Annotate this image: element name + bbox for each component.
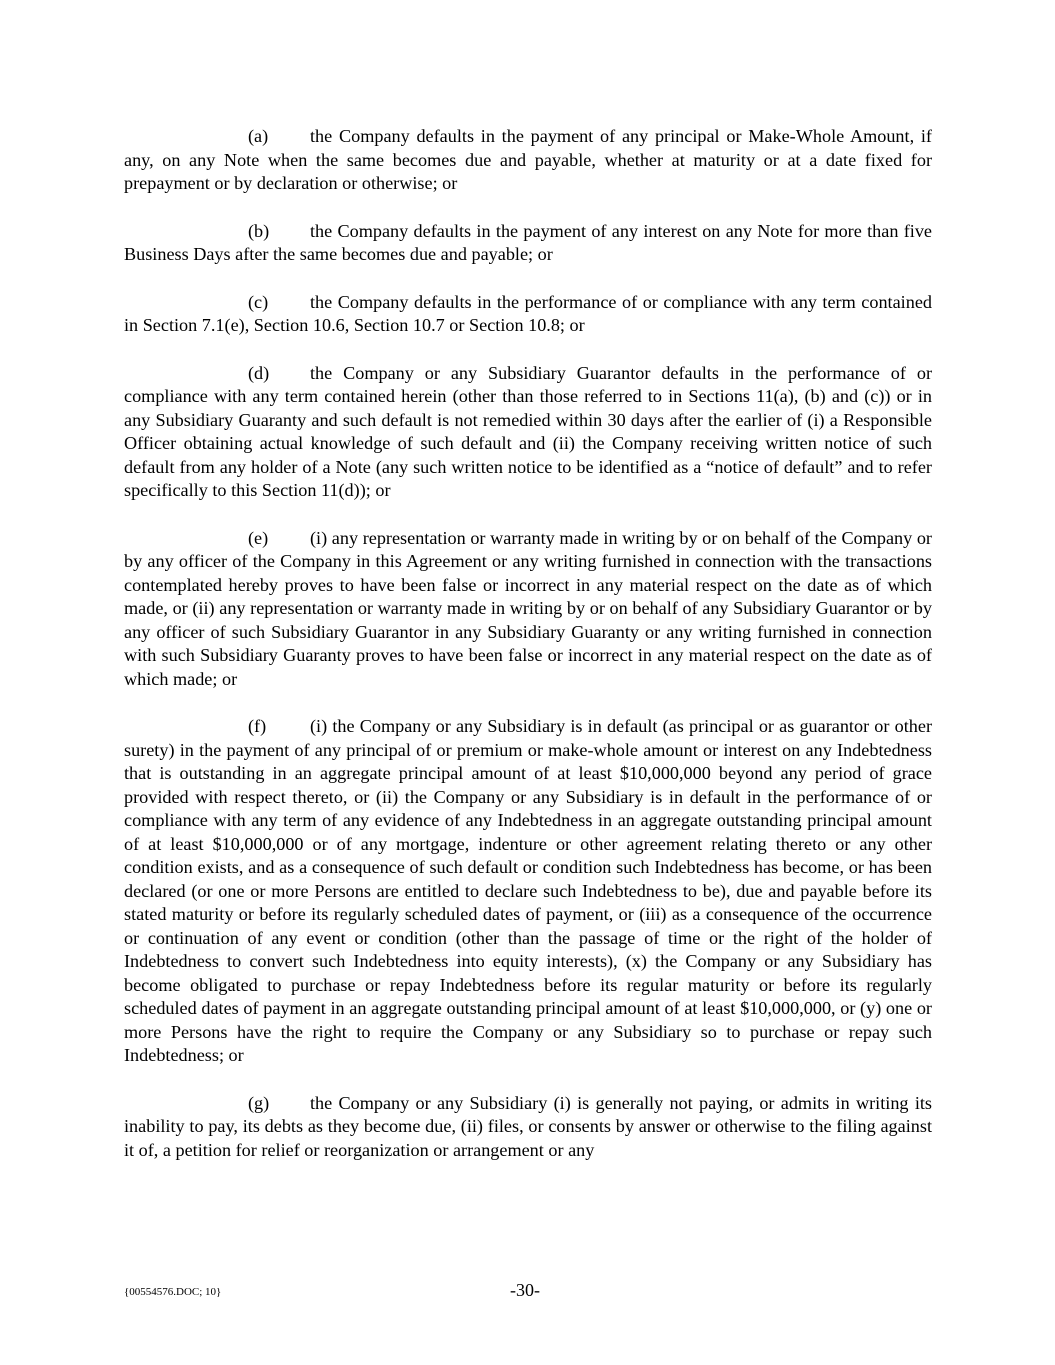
document-body <box>124 125 932 1186</box>
paragraph-text: the Company defaults in the payment of any principal or Make-Whole Amount, if any, on any Note when the same becomes due and payable, whether at maturity or at a date fixed for prepayment or by declaration or otherwise; or <box>124 126 932 193</box>
paragraph-label: (a) <box>248 126 269 146</box>
paragraph-text: the Company defaults in the payment of any interest on any Note for more than five Business Days after the same becomes due and payable; or <box>124 220 932 264</box>
paragraph-text: (i) any representation or warranty made in writing by or on behalf of the Company or by any officer of the Company in this Agreement or any writing furnished in connection with the transactions contemplated hereby proves to have been false or incorrect in any material respect on the date as of which made, or (ii) any representation or warranty made in writing by or on behalf of any Subsidiary Guarantor or by any officer of such Subsidiary Guarantor in any Subsidiary Guaranty or any writing furnished in connection with such Subsidiary Guaranty proves to have been false or incorrect in any material respect on the date as of which made; or <box>124 527 932 689</box>
paragraph-b <box>124 220 932 267</box>
paragraph-text: the Company or any Subsidiary Guarantor defaults in the performance of or compliance with any term contained herein (other than those referred to in Sections 11(a), (b) and (c)) or in any Subsidiary Guaranty and such default is not remedied within 30 days after the earlier of (i) a Responsible Officer obtaining actual knowledge of such default and (ii) the Company receiving written notice of such default from any holder of a Note (any such written notice to be identified as a “notice of default” and to refer specifically to this Section 11(d)); or <box>124 362 932 500</box>
paragraph-a <box>124 125 932 196</box>
paragraph-text: the Company defaults in the performance of or compliance with any term contained in Section 7.1(e), Section 10.6, Section 10.7 or Section 10.8; or <box>124 291 932 335</box>
paragraph-f <box>124 715 932 1068</box>
paragraph-label: (g) <box>248 1092 270 1113</box>
footer-document-id: {00554576.DOC; 10} <box>124 1286 222 1298</box>
footer-page-number: -30- <box>510 1280 540 1300</box>
paragraph-label: (d) <box>248 362 270 383</box>
paragraph-label: (c) <box>248 291 269 312</box>
paragraph-e <box>124 527 932 692</box>
paragraph-g <box>124 1092 932 1163</box>
paragraph-text: (i) the Company or any Subsidiary is in default (as principal or as guarantor or other surety) in the payment of any principal of or premium or make-whole amount or interest on any Indebtedness that is outstanding in an aggregate principal amount of at least $10,000,000 beyond any period of grace provided with respect thereto, or (ii) the Company or any Subsidiary is in default in the performance of or compliance with any term of any evidence of any Indebtedness in an aggregate outstanding principal amount of at least $10,000,000 or of any mortgage, indenture or other agreement relating thereto or any other condition exists, and as a consequence of such default or condition such Indebtedness has become, or has been declared (or one or more Persons are entitled to declare such Indebtedness to be), due and payable before its stated maturity or before its regularly scheduled dates of payment, or (iii) as a consequence of the occurrence or continuation of any event or condition (other than the passage of time or the right of the holder of Indebtedness to convert such Indebtedness into equity interests), (x) the Company or any Subsidiary has become obligated to purchase or repay Indebtedness before its regular maturity or before its regularly scheduled dates of payment in an aggregate outstanding principal amount of at least $10,000,000, or (y) one or more Persons have the right to require the Company or any Subsidiary so to purchase or repay such Indebtedness; or <box>124 716 932 1065</box>
paragraph-label: (e) <box>248 527 269 548</box>
paragraph-label: (f) <box>248 716 267 736</box>
paragraph-label: (b) <box>248 220 270 241</box>
paragraph-text: the Company or any Subsidiary (i) is generally not paying, or admits in writing its inability to pay, its debts as they become due, (ii) files, or consents by answer or otherwise to the filing against it of, a petition for relief or reorganization or arrangement or any <box>124 1092 932 1160</box>
paragraph-d <box>124 362 932 503</box>
paragraph-c <box>124 291 932 338</box>
